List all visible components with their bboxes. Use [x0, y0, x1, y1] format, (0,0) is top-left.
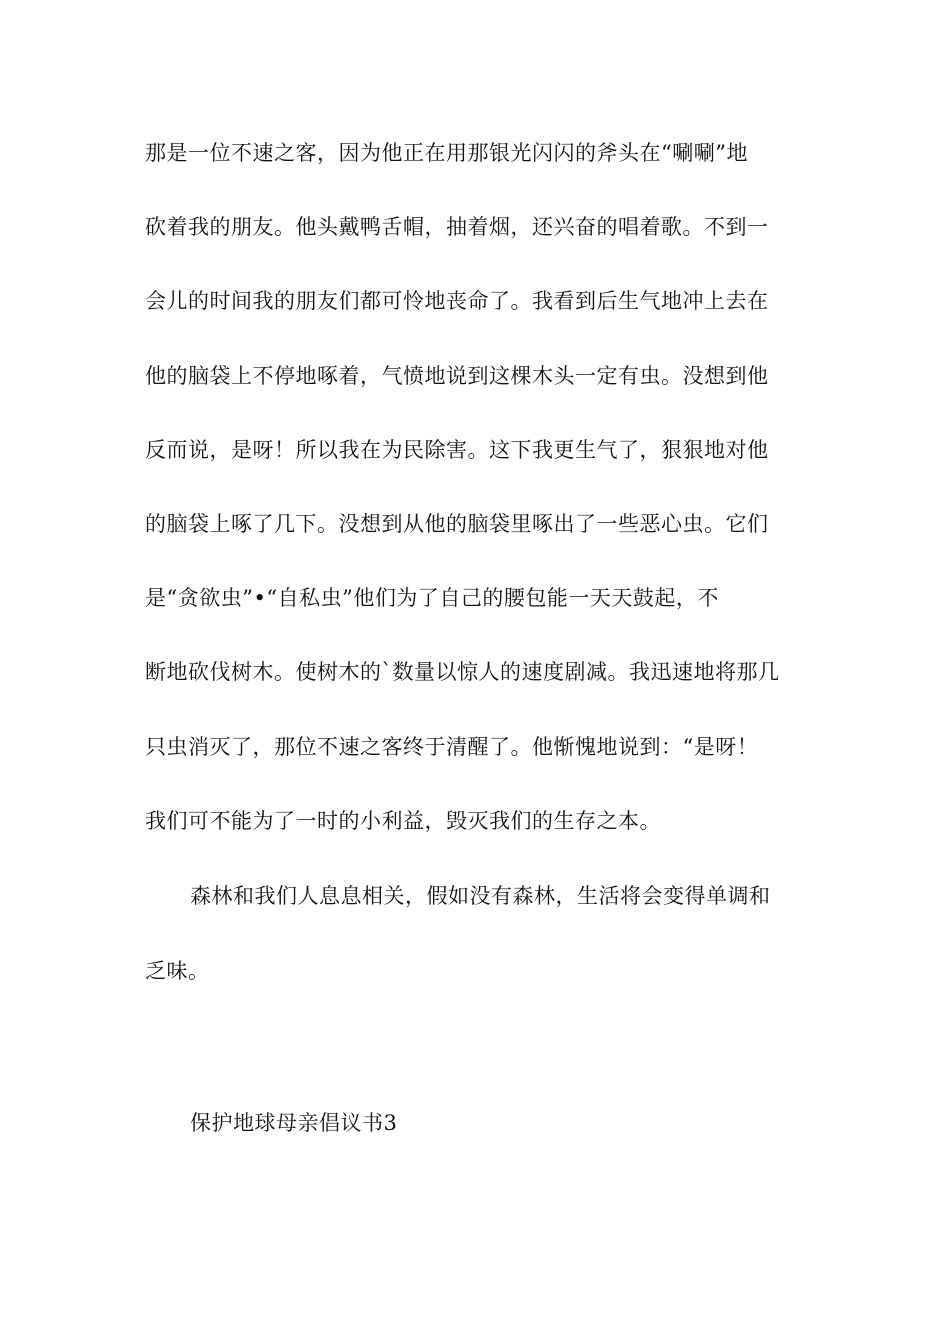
section-heading: 保护地球母亲倡议书3	[190, 1111, 398, 1135]
text-line: 乏味。	[145, 959, 210, 983]
text-line: 的脑袋上啄了几下。没想到从他的脑袋里啄出了一些恶心虫。它们	[145, 512, 769, 536]
text-line: 他的脑袋上不停地啄着，气愤地说到这棵木头一定有虫。没想到他	[145, 364, 769, 388]
text-line: 砍着我的朋友。他头戴鸭舌帽，抽着烟，还兴奋的唱着歌。不到一	[145, 215, 769, 239]
text-line: 反而说，是呀！所以我在为民除害。这下我更生气了，狠狠地对他	[145, 438, 769, 462]
text-line: 那是一位不速之客，因为他正在用那银光闪闪的斧头在“唰唰”地	[145, 141, 748, 165]
text-line: 我们可不能为了一时的小利益，毁灭我们的生存之本。	[145, 809, 661, 833]
text-line: 会儿的时间我的朋友们都可怜地丧命了。我看到后生气地冲上去在	[145, 289, 769, 313]
text-line: 是“贪欲虫”•“自私虫”他们为了自己的腰包能一天天鼓起，不	[145, 586, 719, 610]
text-line: 森林和我们人息息相关，假如没有森林，生活将会变得单调和	[190, 884, 771, 908]
text-line: 只虫消灭了，那位不速之客终于清醒了。他惭愧地说到：“是呀！	[145, 735, 759, 759]
text-line: 断地砍伐树木。使树木的`数量以惊人的速度剧减。我迅速地将那几	[145, 660, 780, 684]
